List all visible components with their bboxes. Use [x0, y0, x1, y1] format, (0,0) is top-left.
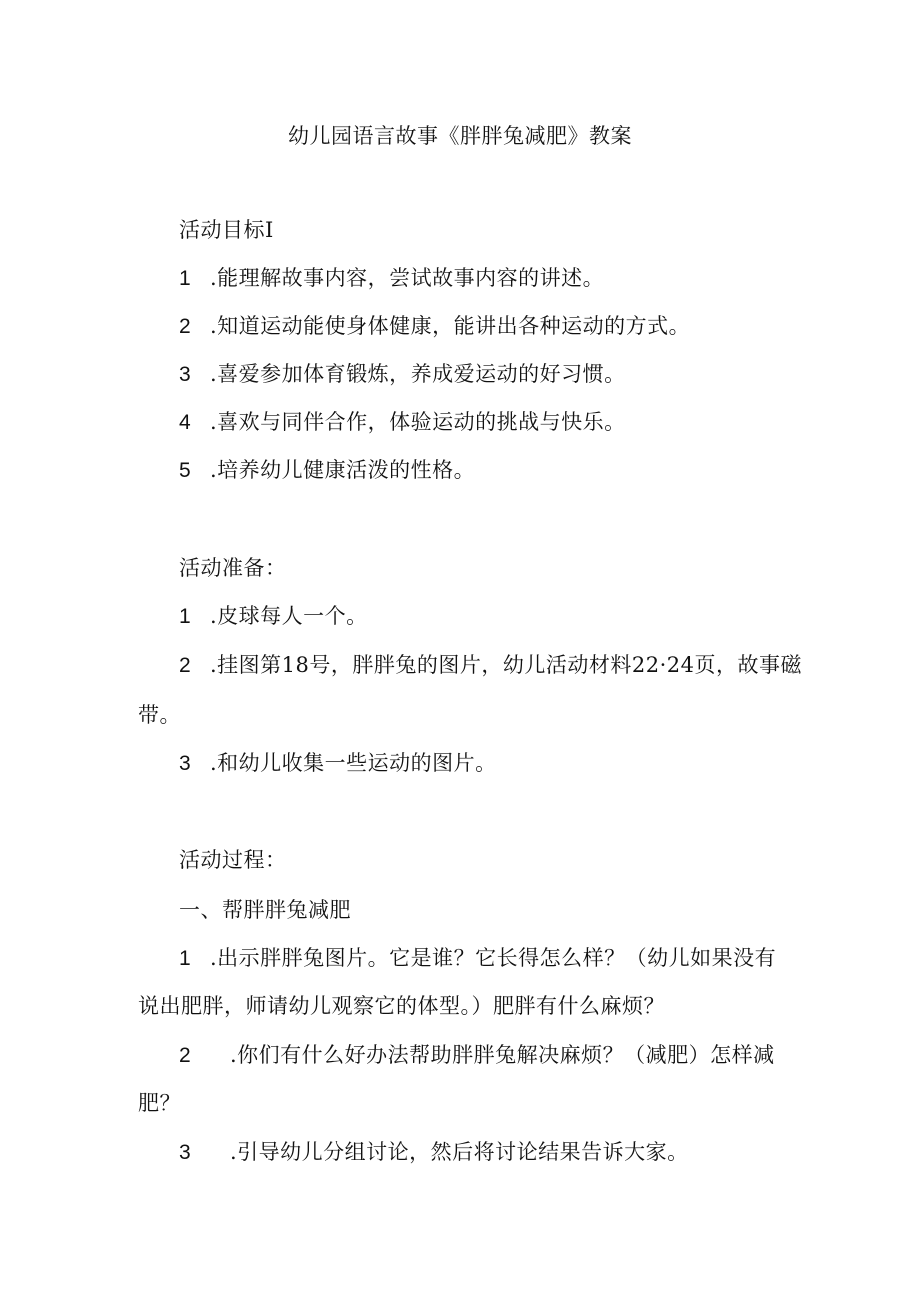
goal-item-5	[179, 455, 475, 486]
prep-item-text: .挂图第18号，胖胖兔的图片，幼儿活动材料22·24页，故事磁	[210, 653, 803, 677]
goal-item-4	[179, 407, 626, 438]
process-heading: 活动过程：	[179, 848, 287, 872]
process-item-3	[179, 1137, 689, 1168]
process-item-1-continuation: 说出肥胖，师请幼儿观察它的体型。）肥胖有什么麻烦？	[138, 994, 665, 1018]
process-item-number: 1	[179, 947, 192, 970]
process-item-number: 2	[179, 1044, 192, 1067]
prep-item-number: 1	[179, 605, 192, 628]
goal-item-1	[179, 263, 604, 294]
prep-item-number: 3	[179, 752, 192, 775]
process-item-text: .引导幼儿分组讨论，然后将讨论结果告诉大家。	[230, 1140, 689, 1164]
prep-item-2-continuation: 带。	[138, 703, 181, 727]
goal-item-number: 1	[179, 267, 192, 290]
goal-item-3	[179, 359, 626, 390]
process-item-2	[179, 1040, 775, 1071]
process-item-number: 3	[179, 1141, 192, 1164]
process-item-text: .你们有什么好办法帮助胖胖兔解决麻烦？（减肥）怎样减	[230, 1043, 775, 1067]
goal-item-number: 2	[179, 315, 192, 338]
process-item-2-continuation: 肥？	[138, 1091, 181, 1115]
prep-item-text: .皮球每人一个。	[210, 604, 368, 628]
prep-item-3	[179, 748, 497, 779]
prep-item-number: 2	[179, 654, 192, 677]
goal-item-number: 4	[179, 411, 192, 434]
goal-item-text: .培养幼儿健康活泼的性格。	[210, 458, 476, 482]
goal-item-text: .能理解故事内容，尝试故事内容的讲述。	[210, 266, 605, 290]
goal-item-text: .喜爱参加体育锻炼，养成爱运动的好习惯。	[210, 362, 626, 386]
goal-item-2	[179, 311, 690, 342]
process-item-1	[179, 943, 776, 974]
process-sub-heading: 一、帮胖胖兔减肥	[179, 898, 351, 922]
process-item-text: .出示胖胖兔图片。它是谁？它长得怎么样？（幼儿如果没有	[210, 946, 777, 970]
goal-item-number: 3	[179, 363, 192, 386]
prep-item-1	[179, 601, 368, 632]
prep-item-text: .和幼儿收集一些运动的图片。	[210, 751, 497, 775]
prep-heading: 活动准备：	[179, 556, 287, 580]
goal-item-text: .喜欢与同伴合作，体验运动的挑战与快乐。	[210, 410, 626, 434]
goals-heading: 活动目标I	[179, 218, 274, 242]
goal-item-number: 5	[179, 459, 192, 482]
prep-item-2	[179, 650, 802, 681]
goal-item-text: .知道运动能使身体健康，能讲出各种运动的方式。	[210, 314, 691, 338]
document-title: 幼儿园语言故事《胖胖兔减肥》教案	[288, 124, 632, 148]
